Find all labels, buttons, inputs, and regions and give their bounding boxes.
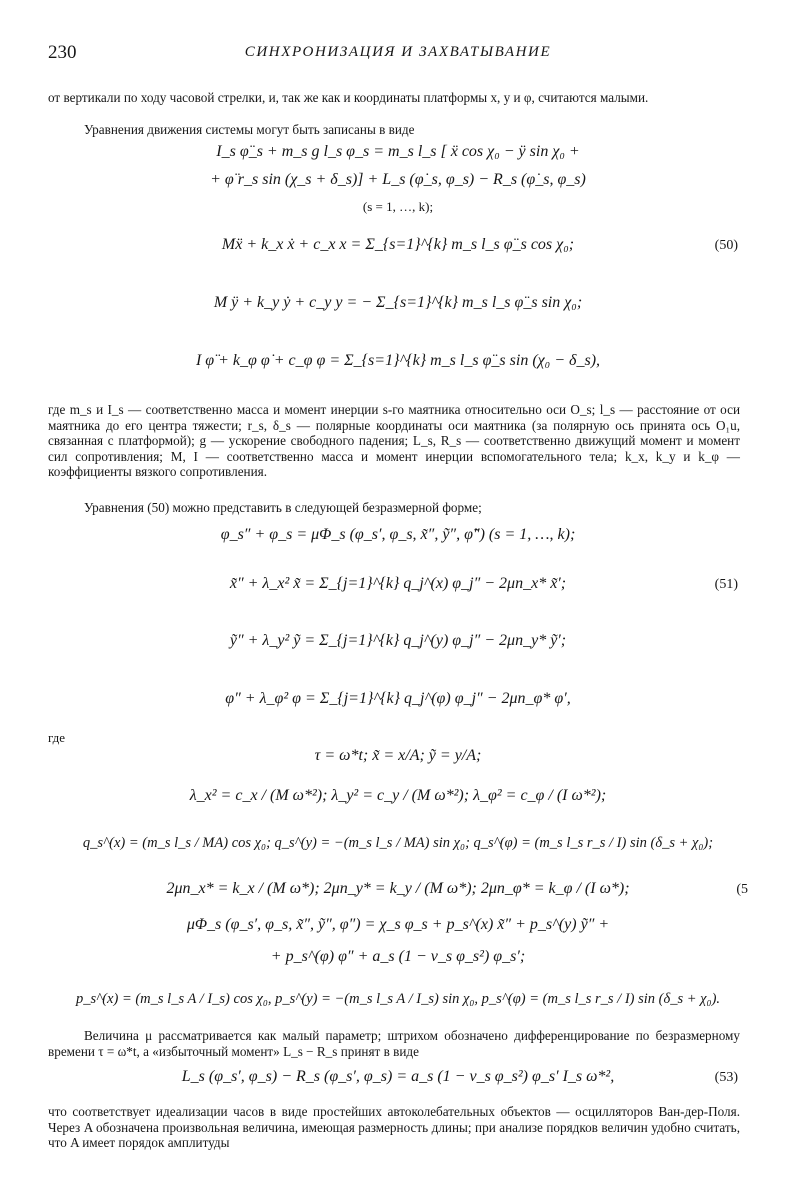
paragraph-small-parameter: Величина μ рассматривается как малый параметр; штрихом обозначено дифференцирование по безразмерному времени τ = ω*t, а «избыточный момент» L_s − R_s принят в виде xyxy=(48,1028,740,1059)
equation-number-51: (51) xyxy=(714,577,738,592)
equation-52-phi-line-2: + p_s^(φ) φ″ + a_s (1 − ν_s φ_s²) φ_s′; xyxy=(270,948,526,965)
equation-number-52: (5 xyxy=(736,882,748,897)
equation-50-line-2: + φ̈ r_s sin (χ_s + δ_s)] + L_s (φ̇_s, φ_s) − R_s (φ̇_s, φ_s) xyxy=(210,171,586,188)
equation-number-50: (50) xyxy=(714,238,738,253)
paragraph-dimensionless-intro: Уравнения (50) можно представить в следующей безразмерной форме; xyxy=(84,500,482,515)
equation-52-lambda: λ_x² = c_x / (M ω*²); λ_y² = c_y / (M ω*²); λ_φ² = c_φ / (I ω*²); xyxy=(189,787,607,804)
paragraph-intro: от вертикали по ходу часовой стрелки, и, так же как и координаты платформы x, y и φ, считаются малыми. xyxy=(48,90,649,105)
running-title: СИНХРОНИЗАЦИЯ И ЗАХВАТЫВАНИЕ xyxy=(244,44,552,60)
equation-53: L_s (φ_s′, φ_s) − R_s (φ_s′, φ_s) = a_s (1 − ν_s φ_s²) φ_s′ I_s ω*², xyxy=(181,1068,615,1085)
equation-number-53: (53) xyxy=(714,1070,738,1085)
equation-50-line-1: I_s φ̈_s + m_s g l_s φ_s = m_s l_s [ ẍ cos χ₀ − ÿ sin χ₀ + xyxy=(216,143,580,160)
paragraph-equations-intro: Уравнения движения системы могут быть записаны в виде xyxy=(84,122,415,137)
page-number: 230 xyxy=(48,42,77,63)
equation-51-line-1: φ_s″ + φ_s = μΦ_s (φ_s′, φ_s, x̃″, ỹ″, φ̃″) (s = 1, …, k); xyxy=(220,526,576,543)
equation-52-time: τ = ω*t; x̃ = x/A; ỹ = y/A; xyxy=(314,747,482,764)
equation-51-line-y: ỹ″ + λ_y² ỹ = Σ_{j=1}^{k} q_j^(y) φ_j″ − 2μn_y* ỹ′; xyxy=(229,632,567,649)
equation-51-line-phi: φ″ + λ_φ² φ = Σ_{j=1}^{k} q_j^(φ) φ_j″ − 2μn_φ* φ′, xyxy=(225,690,571,707)
equation-50-line-phi: I φ̈ + k_φ φ̇ + c_φ φ = Σ_{s=1}^{k} m_s l_s φ̈_s sin (χ₀ − δ_s), xyxy=(195,352,601,369)
equation-50-line-y: M ÿ + k_y ẏ + c_y y = − Σ_{s=1}^{k} m_s l_s φ̈_s sin χ₀; xyxy=(213,294,583,311)
equation-52-n: 2μn_x* = k_x / (M ω*); 2μn_y* = k_y / (M ω*); 2μn_φ* = k_φ / (I ω*); xyxy=(166,880,630,897)
equation-50-line-x: Mẍ + k_x ẋ + c_x x = Σ_{s=1}^{k} m_s l_s φ̈_s cos χ₀; xyxy=(221,236,575,253)
equation-52-phi-line-1: μΦ_s (φ_s′, φ_s, x̃″, ỹ″, φ″) = χ_s φ_s + p_s^(x) x̃″ + p_s^(y) ỹ″ + xyxy=(186,916,610,933)
paragraph-van-der-pol: что соответствует идеализации часов в виде простейших автоколебательных объектов — осцилляторов Ван-дер-Поля. Через A обозначена произвольная величина, имеющая размерность длины; при анализе порядков величин удобно считать, что A имеет порядок амплитуды xyxy=(48,1104,740,1151)
page-header xyxy=(48,42,748,66)
where-label: где xyxy=(48,730,66,745)
equation-52-q: q_s^(x) = (m_s l_s / MA) cos χ₀; q_s^(y) = −(m_s l_s / MA) sin χ₀; q_s^(φ) = (m_s l_s r_s / I) sin (δ_s + χ₀); xyxy=(82,835,714,851)
equation-52-p: p_s^(x) = (m_s l_s A / I_s) cos χ₀, p_s^(y) = −(m_s l_s A / I_s) sin χ₀, p_s^(φ) = (m_s l_s r_s / I) sin (δ_s + χ₀). xyxy=(75,991,721,1007)
equation-50-range: (s = 1, …, k); xyxy=(362,199,434,214)
paragraph-notation: где m_s и I_s — соответственно масса и момент инерции s-го маятника относительно оси O_s; l_s — расстояние от оси маятника до его центра тяжести; r_s, δ_s — полярные координаты оси маятника (за полярную ось принята ось O₁u, связанная с платформой); g — ускорение свободного падения; L_s, R_s — соответственно движущий момент и момент сил сопротивления; M, I — соответственно масса и момент инерции вспомогательного тела; k_x, k_y и k_φ — коэффициенты вязкого сопротивления. xyxy=(48,402,740,480)
equation-51-line-x: x̃″ + λ_x² x̃ = Σ_{j=1}^{k} q_j^(x) φ_j″ − 2μn_x* x̃′; xyxy=(229,575,567,592)
